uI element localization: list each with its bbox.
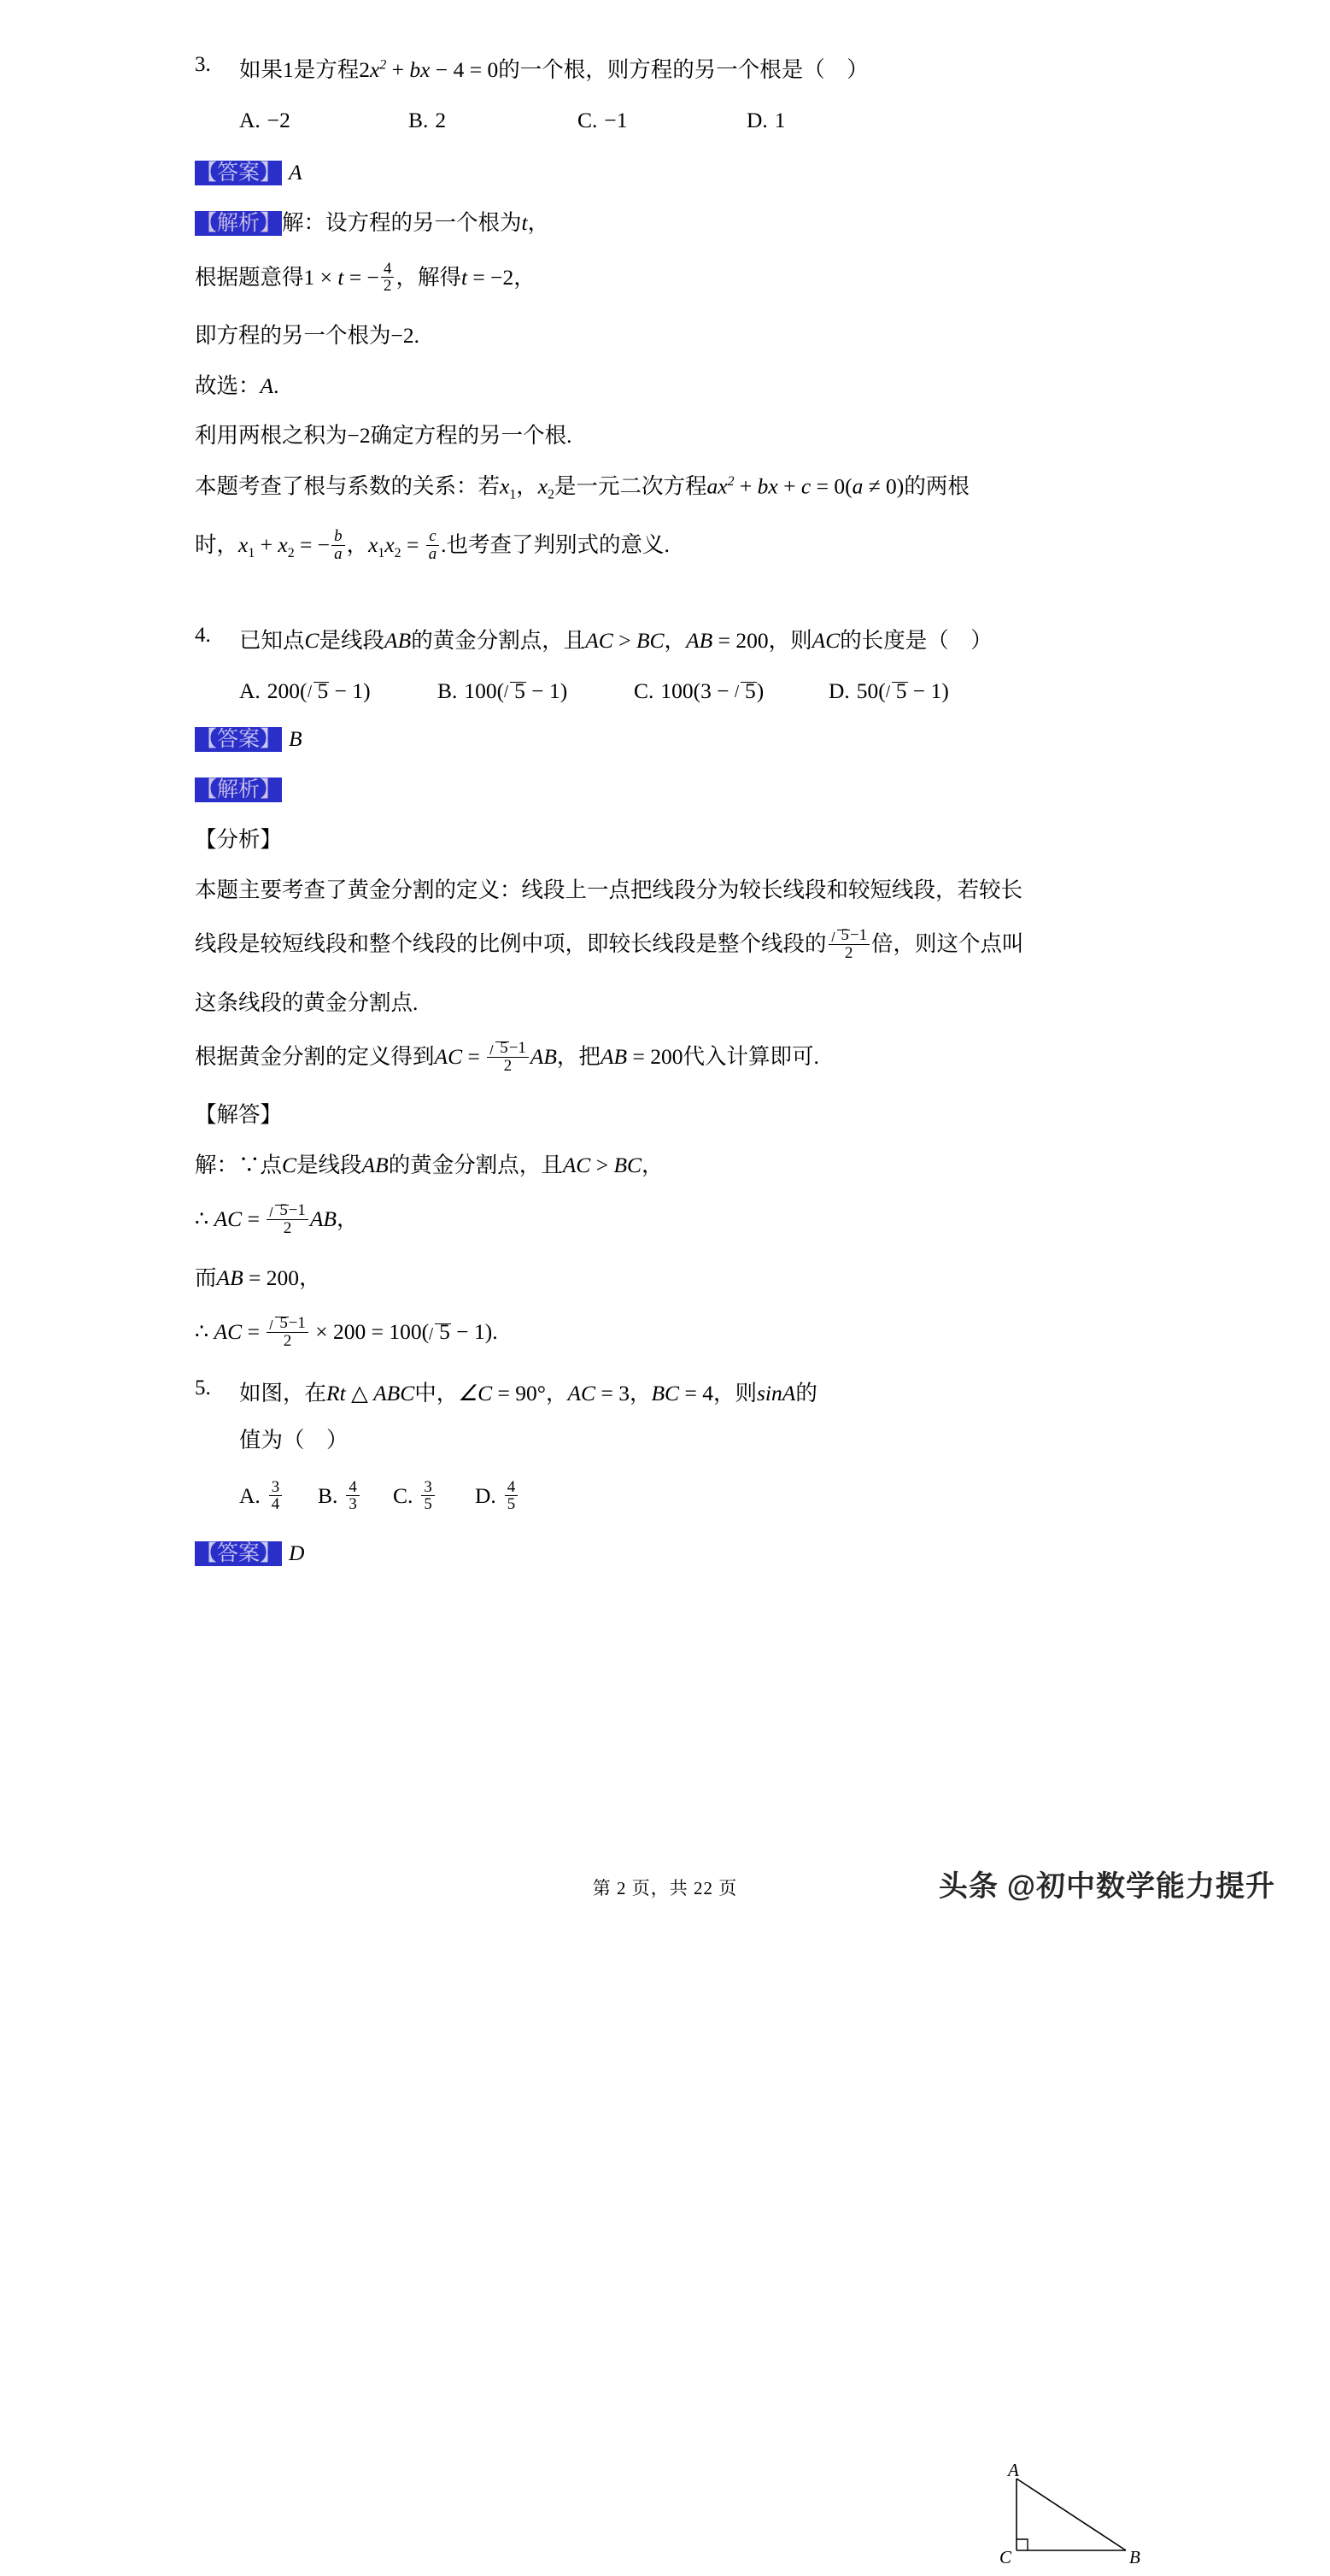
q3-stem-post: 的一个根，则方程的另一个根是（ ） <box>498 57 869 82</box>
q4-option-d-tail: − 1) <box>907 678 949 704</box>
q3-analysis-line-3: 即方程的另一个根为−2. <box>195 323 420 349</box>
q3-stem-eq: − 4 = 0 <box>430 57 499 82</box>
question-3-analysis-row <box>195 212 1160 234</box>
q5-stem-a: 如图，在 <box>239 1381 327 1406</box>
q3-analysis-line-2 <box>195 259 1160 296</box>
q4-s4-sqrt <box>269 1315 288 1332</box>
q3-l2c: = −2， <box>467 264 536 290</box>
question-4-analysis-row <box>195 778 1160 801</box>
q4-fenxi-p3: 这条线段的黄金分割点. <box>195 989 419 1015</box>
q3-option-c-key: C. <box>577 108 598 132</box>
question-5-answer-row <box>195 1542 1160 1564</box>
q5-stem-d: ， <box>629 1381 652 1406</box>
triangle-side-ab <box>1017 2479 1126 2550</box>
q3-option-b-value: 2 <box>435 108 447 132</box>
q3-stem-mid: + <box>386 57 410 82</box>
q4-stem-c: 的黄金分割点，且 <box>411 628 586 654</box>
q4-p4c: 代入计算即可. <box>683 1044 819 1070</box>
q5-stem-eq2: = 3 <box>595 1381 630 1406</box>
answer-tag-q5: 【答案】 <box>196 1542 282 1566</box>
q3-l6bx: bx <box>757 473 778 499</box>
q4-p4-eq: = <box>462 1044 486 1070</box>
q3-l6x2: x <box>537 473 548 499</box>
q3-l7x2bs: 2 <box>394 546 401 561</box>
q4-s4-sqrt2 <box>429 1321 451 1343</box>
question-4-number: 4. <box>195 624 211 648</box>
page-footer: 第 2 页，共 22 页 <box>592 1878 738 1898</box>
q3-frac-a2: a <box>428 544 437 563</box>
q3-frac-c: c <box>426 528 439 546</box>
question-3-stem <box>195 53 1160 84</box>
question-5-number: 5. <box>195 1376 211 1400</box>
q3-l2eq: = − <box>343 264 379 290</box>
q4-s2-den: 2 <box>283 1218 292 1237</box>
q4-option-d-sqrt <box>886 678 908 704</box>
q4-option-b-tail: − 1) <box>525 678 568 704</box>
q3-fraction-c-a <box>426 528 439 562</box>
q3-l7plus: + <box>255 532 278 558</box>
q4-s2-root: 5 <box>279 1201 288 1220</box>
q3-analysis-l1: 解：设方程的另一个根为 <box>282 210 522 235</box>
triangle-label-c: C <box>999 2547 1012 2568</box>
q4-p4-eq2: = 200 <box>627 1044 683 1070</box>
q4-fenxi-p2 <box>195 926 1160 963</box>
q4-p4-sqrt <box>489 1040 508 1057</box>
q3-l2t: t <box>337 264 344 290</box>
question-5-stem-text <box>239 1376 1160 1407</box>
q3-l6ax: ax <box>706 473 728 499</box>
q3-stem-var: x <box>370 57 380 82</box>
q3-analysis-l1-end: ， <box>527 210 550 235</box>
q3-analysis-line-6 <box>195 475 1160 502</box>
q3-l7eq2: = <box>401 532 425 558</box>
q3-frac-b: b <box>331 528 344 546</box>
question-4-fenxi-row <box>195 829 1160 851</box>
jieda-tag: 【解答】 <box>195 1102 283 1128</box>
q5-stem-eq3: = 4 <box>679 1381 713 1406</box>
q4-s2-eq: = <box>242 1206 266 1232</box>
q3-l6c: c <box>800 473 811 499</box>
q4-p2-root: 5 <box>841 926 849 945</box>
q5-option-b-key: B. <box>318 1482 338 1508</box>
fenxi-tag: 【分析】 <box>195 827 283 853</box>
q4-s3a: 而 <box>195 1265 217 1290</box>
q4-option-a[interactable] <box>239 678 437 704</box>
q3-fraction-4-2 <box>381 261 394 295</box>
q3-l6plus: + <box>734 473 758 499</box>
q4-stem-BC: BC <box>636 628 665 654</box>
q5-option-a[interactable] <box>239 1477 318 1515</box>
q4-option-c-tail: ) <box>756 678 765 704</box>
q3-l7x2b: x <box>384 532 395 558</box>
q4-s4a: ∴ <box>195 1319 214 1345</box>
q4-s2-tail: −1 <box>288 1201 306 1220</box>
q5-option-c[interactable] <box>393 1477 475 1515</box>
q5-stem-angle: ∠C <box>458 1381 493 1406</box>
q4-s1d: ， <box>642 1152 664 1177</box>
q4-stem-AB2: AB <box>686 628 713 654</box>
q4-fenxi-p4 <box>195 1038 1160 1076</box>
q3-l4a: 故选： <box>195 373 261 398</box>
q4-p2b: 倍，则这个点叫 <box>871 931 1024 957</box>
q3-l7eq: = − <box>294 532 331 558</box>
q4-option-a-tail: − 1) <box>329 678 371 704</box>
q5-option-c-fraction <box>421 1479 434 1513</box>
q5-option-b[interactable] <box>318 1477 393 1515</box>
q4-stem-AC: AC <box>585 628 613 654</box>
question-4-answer: B <box>289 726 302 752</box>
q4-golden-ratio-fraction-3 <box>267 1202 308 1236</box>
q4-option-a-root: 5 <box>317 678 329 704</box>
answer-tag-q4: 【答案】 <box>196 728 282 752</box>
q5-stem-sin: sinA <box>756 1381 796 1406</box>
q4-stem-gt: > <box>612 628 636 654</box>
watermark <box>939 1863 1275 1904</box>
q4-p4-AB2: AB <box>600 1044 628 1070</box>
q4-s4-eq: = <box>242 1319 266 1345</box>
question-4-options <box>195 678 1160 704</box>
q4-jieda-s3 <box>195 1267 1160 1289</box>
q3-l7end: .也考查了判别式的意义. <box>441 532 670 558</box>
question-5-stem <box>195 1376 1160 1407</box>
q3-fraction-b-a <box>331 528 344 562</box>
q4-s4-mul: × 200 = 100( <box>309 1319 430 1345</box>
q4-option-c-root: 5 <box>745 678 756 704</box>
q3-analysis-line-5: 利用两根之积为−2确定方程的另一个根. <box>195 423 572 449</box>
question-4-jieda-row <box>195 1104 1160 1126</box>
q5-stem-f: 的 <box>795 1381 817 1406</box>
q4-s4-AC: AC <box>214 1319 243 1345</box>
q5-option-d-num: 4 <box>505 1479 518 1497</box>
right-angle-icon <box>1017 2539 1028 2550</box>
q3-option-a-key: A. <box>239 108 261 132</box>
q5-stem-eq1: = 90° <box>492 1381 546 1406</box>
q5-option-b-num: 4 <box>346 1479 359 1497</box>
analysis-tag: 【解析】 <box>196 212 282 235</box>
q4-s1-C: C <box>282 1152 297 1177</box>
q4-option-b[interactable] <box>437 678 634 704</box>
q4-s3-AB: AB <box>216 1265 243 1290</box>
q4-s1-BC: BC <box>613 1152 642 1177</box>
q4-option-c-sqrt <box>735 678 757 704</box>
q4-s1-gt: > <box>590 1152 614 1177</box>
q4-option-d-coef: 50( <box>856 678 886 704</box>
q5-stem-tri: △ <box>345 1381 374 1406</box>
q4-stem-f: 的长度是（ ） <box>840 628 993 654</box>
q3-option-a[interactable] <box>239 108 408 133</box>
q4-stem-AC2: AC <box>811 628 841 654</box>
q5-option-c-num: 3 <box>421 1479 434 1497</box>
q4-option-b-sqrt <box>504 678 526 704</box>
q4-s4-tail: −1 <box>288 1313 306 1332</box>
q4-s2-num <box>267 1202 308 1220</box>
q4-p2-num <box>829 927 870 945</box>
q4-option-d-key: D. <box>829 678 850 704</box>
q3-l7x2: x <box>278 532 288 558</box>
q5-option-a-key: A. <box>239 1482 261 1508</box>
q4-s2-AC: AC <box>214 1206 243 1232</box>
q4-s2a: ∴ <box>195 1206 214 1232</box>
question-3-options <box>195 108 1160 133</box>
question-4-stem <box>195 624 1160 654</box>
q3-l7x2s: 2 <box>287 546 295 561</box>
q3-l2a: 根据题意得1 × <box>195 264 338 290</box>
q3-l6exp: 2 <box>727 473 735 489</box>
question-3-answer-row <box>195 161 1160 184</box>
q3-l7x1s: 1 <box>248 546 255 561</box>
q3-analysis-line-7 <box>195 526 1160 564</box>
q5-option-a-num: 3 <box>269 1479 282 1497</box>
q3-l6x2s: 2 <box>548 487 554 502</box>
q5-stem-AC: AC <box>567 1381 596 1406</box>
q3-l6ne: ≠ 0) <box>863 473 905 499</box>
q3-l6end: 的两根 <box>904 473 970 499</box>
question-4-stem-text <box>239 624 1160 654</box>
q4-p4b: ，把 <box>556 1044 601 1070</box>
q4-option-c[interactable] <box>634 678 829 704</box>
q4-p4-tail: −1 <box>508 1038 526 1057</box>
q4-p4a: 根据黄金分割的定义得到 <box>195 1044 435 1070</box>
q4-s4-tail2: − 1). <box>450 1319 498 1345</box>
q3-stem-pre: 如果1是方程2 <box>239 57 371 82</box>
q3-l4c: . <box>273 373 279 398</box>
watermark-logo: 头条 <box>938 1870 999 1903</box>
q5-stem-c: ， <box>545 1381 568 1406</box>
q4-option-a-coef: 200( <box>267 678 308 704</box>
q5-option-d[interactable] <box>475 1477 519 1515</box>
q3-l6eq: = 0( <box>811 473 852 499</box>
q4-s1a: 解：∵点 <box>195 1152 283 1177</box>
q4-s4-root2: 5 <box>439 1319 450 1345</box>
q4-p4-AC: AC <box>434 1044 463 1070</box>
q3-l7comma: ， <box>346 532 369 558</box>
q5-stem-b: 中， <box>414 1381 459 1406</box>
q4-s1-AC: AC <box>562 1152 591 1177</box>
q4-fenxi-p1: 本题主要考查了黄金分割的定义：线段上一点把线段分为较长线段和较短线段，若较长 <box>195 877 1023 902</box>
q5-option-d-key: D. <box>475 1482 496 1508</box>
q3-l7x1b: x <box>368 532 378 558</box>
q3-option-b[interactable] <box>408 108 577 133</box>
q4-s2-AB: AB <box>309 1206 337 1232</box>
q4-p4-num <box>487 1040 529 1058</box>
q4-golden-ratio-fraction-2 <box>487 1040 529 1074</box>
q3-l7a: 时， <box>195 532 239 558</box>
q3-option-d-value: 1 <box>774 108 786 132</box>
q4-option-c-coef: 100(3 − <box>660 678 735 704</box>
q3-frac-den: 2 <box>384 277 392 296</box>
q3-analysis-l1-var: t <box>521 210 528 235</box>
q3-l7x1bs: 1 <box>378 546 385 561</box>
q4-s4-root: 5 <box>279 1313 288 1332</box>
q4-stem-d: ， <box>664 628 687 654</box>
q3-l6x1: x <box>500 473 510 499</box>
q4-stem-eq: = 200 <box>712 628 769 654</box>
q5-stem-BC: BC <box>651 1381 680 1406</box>
q3-frac-a: a <box>334 544 343 563</box>
q5-option-c-den: 5 <box>424 1495 432 1514</box>
q4-jieda-s1 <box>195 1154 1160 1177</box>
q5-stem-rt: Rt <box>326 1381 346 1406</box>
q4-option-d-root: 5 <box>895 678 907 704</box>
q4-s1c: 的黄金分割点，且 <box>388 1152 563 1177</box>
question-5-options <box>195 1477 1160 1515</box>
question-3-answer: A <box>289 160 302 185</box>
q3-option-a-value: −2 <box>267 108 290 132</box>
q5-stem-ABC: ABC <box>373 1381 415 1406</box>
q4-option-b-root: 5 <box>514 678 525 704</box>
question-5-answer: D <box>289 1540 305 1566</box>
q4-jieda-s2 <box>195 1201 1160 1238</box>
watermark-handle: @初中数学能力提升 <box>1006 1870 1275 1903</box>
q4-p4-root: 5 <box>500 1038 508 1057</box>
q3-l6plus2: + <box>777 473 801 499</box>
q4-p2a: 线段是较短线段和整个线段的比例中项，即较长线段是整个线段的 <box>195 931 827 957</box>
q4-stem-C: C <box>304 628 319 654</box>
q3-l6a2: a <box>852 473 864 499</box>
q4-s2-sqrt <box>269 1202 288 1219</box>
q3-option-d[interactable] <box>747 108 786 133</box>
q3-l6comma: ， <box>516 473 538 499</box>
q3-frac-num: 4 <box>381 261 394 279</box>
q3-l6a: 本题考查了根与系数的关系：若 <box>195 473 501 499</box>
q4-p2-tail: −1 <box>849 926 868 945</box>
q4-s1b: 是线段 <box>296 1152 362 1177</box>
q4-p4-den: 2 <box>503 1056 513 1075</box>
question-4-answer-row <box>195 728 1160 750</box>
q3-analysis-line-4 <box>195 375 1160 397</box>
q3-option-b-key: B. <box>408 108 429 132</box>
q5-option-c-key: C. <box>393 1482 413 1508</box>
q5-option-d-den: 5 <box>507 1495 516 1514</box>
q4-golden-ratio-fraction-4 <box>267 1315 308 1349</box>
q4-s1-AB: AB <box>361 1152 389 1177</box>
q3-l6x1s: 1 <box>509 487 517 502</box>
q5-option-a-fraction <box>269 1479 282 1513</box>
q3-option-c[interactable] <box>577 108 747 133</box>
q3-stem-b: bx <box>409 57 431 82</box>
q4-option-b-coef: 100( <box>464 678 505 704</box>
triangle-label-a: A <box>1008 2460 1019 2481</box>
q5-option-d-fraction <box>505 1479 518 1513</box>
q4-s2b: ， <box>337 1206 359 1232</box>
q3-stem-exp: 2 <box>379 57 387 73</box>
answer-tag: 【答案】 <box>196 161 282 185</box>
q4-s4-num <box>267 1315 308 1333</box>
q4-golden-ratio-fraction-1 <box>829 927 870 961</box>
q4-option-c-key: C. <box>634 678 654 704</box>
q4-s3b: ， <box>299 1265 321 1290</box>
q3-option-c-value: −1 <box>604 108 628 132</box>
q4-option-d[interactable] <box>829 678 949 704</box>
q3-l2b: ，解得 <box>395 264 461 290</box>
q5-option-b-den: 3 <box>349 1495 357 1514</box>
q3-l2t2: t <box>460 264 468 290</box>
q4-p4-AB: AB <box>530 1044 557 1070</box>
q4-option-b-key: B. <box>437 678 458 704</box>
q4-jieda-s4 <box>195 1313 1160 1351</box>
triangle-label-b: B <box>1129 2547 1140 2568</box>
question-3-number: 3. <box>195 53 211 76</box>
q3-option-d-key: D. <box>747 108 768 132</box>
q4-s3-eq: = 200 <box>243 1265 300 1290</box>
q5-option-b-fraction <box>346 1479 359 1513</box>
q4-stem-a: 已知点 <box>239 628 305 654</box>
q4-p2-sqrt <box>831 927 850 944</box>
q5-stem-e: ，则 <box>712 1381 757 1406</box>
q4-s4-den: 2 <box>283 1331 292 1350</box>
question-5-triangle-figure <box>989 2460 1160 2576</box>
q5-option-a-den: 4 <box>271 1495 280 1514</box>
analysis-tag-q4: 【解析】 <box>196 778 282 802</box>
question-5-stem-line2: 值为（ ） <box>239 1428 349 1453</box>
q3-l7x1: x <box>238 532 249 558</box>
question-3-stem-text <box>239 53 1160 84</box>
q4-p2-den: 2 <box>845 943 853 962</box>
q4-stem-b: 是线段 <box>319 628 385 654</box>
q4-option-a-sqrt <box>308 678 330 704</box>
q3-l4b: A <box>260 373 274 398</box>
q3-l6b: 是一元二次方程 <box>554 473 707 499</box>
q4-stem-AB: AB <box>384 628 412 654</box>
q4-option-a-key: A. <box>239 678 261 704</box>
q4-stem-e: ，则 <box>768 628 812 654</box>
